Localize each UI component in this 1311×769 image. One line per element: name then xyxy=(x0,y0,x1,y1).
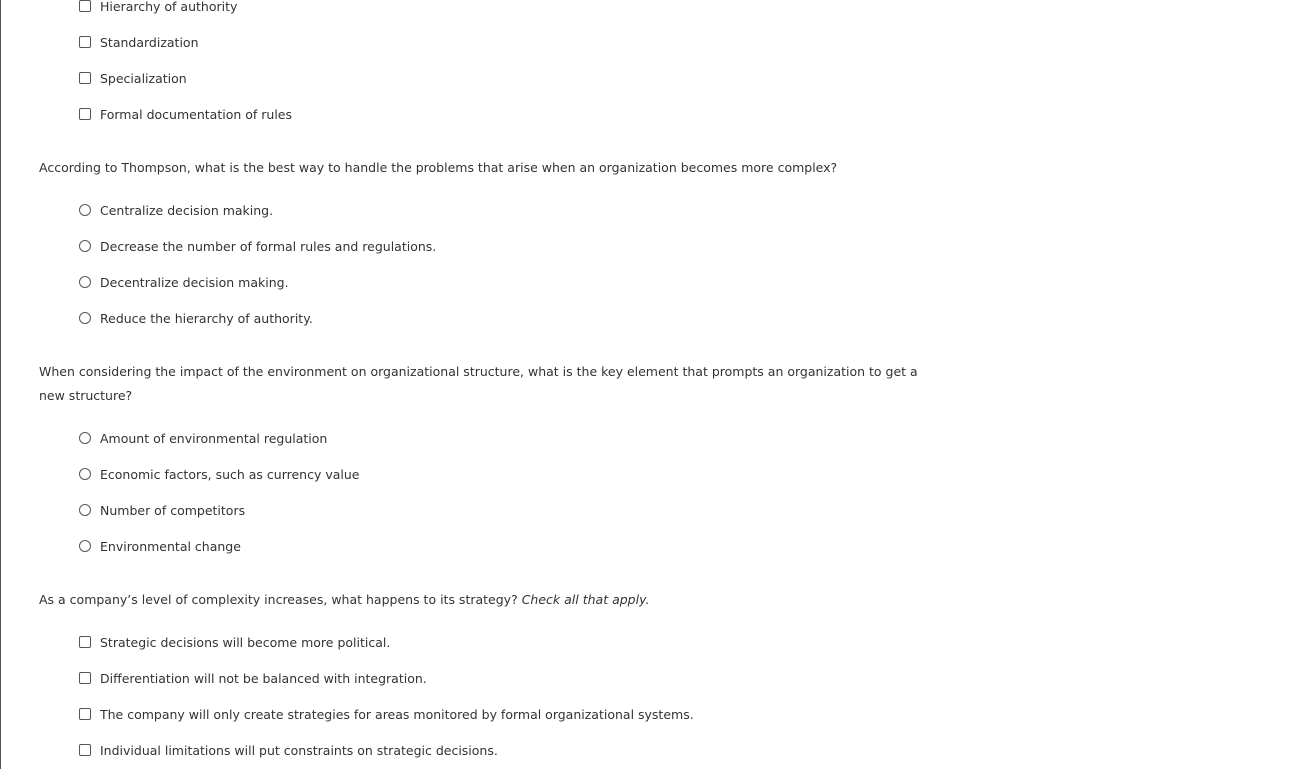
question-prompt xyxy=(39,588,939,612)
q2-option-reduce-hierarchy[interactable] xyxy=(79,308,313,328)
left-border xyxy=(0,0,1,769)
checkbox[interactable] xyxy=(79,636,91,648)
checkbox[interactable] xyxy=(79,744,91,756)
q3-option-environmental-change[interactable] xyxy=(79,536,241,556)
checkbox[interactable] xyxy=(79,108,91,120)
option-label: Environmental change xyxy=(100,538,241,554)
option-label: Strategic decisions will become more political. xyxy=(100,634,391,650)
question-text: As a company’s level of complexity increases, what happens to its strategy? xyxy=(39,592,518,607)
checkbox[interactable] xyxy=(79,708,91,720)
option-label: Amount of environmental regulation xyxy=(100,430,328,446)
q1-option-specialization[interactable] xyxy=(79,68,187,88)
q4-option-individual-limitations[interactable] xyxy=(79,740,498,760)
q1-option-formal-documentation[interactable] xyxy=(79,104,292,124)
radio-button[interactable] xyxy=(79,312,91,324)
q2-option-centralize[interactable] xyxy=(79,200,273,220)
q3-option-regulation[interactable] xyxy=(79,428,327,448)
option-label: Individual limitations will put constraints on strategic decisions. xyxy=(100,742,498,758)
option-label: Reduce the hierarchy of authority. xyxy=(100,310,313,326)
q1-option-standardization[interactable] xyxy=(79,32,199,52)
option-label: Centralize decision making. xyxy=(100,202,274,218)
radio-button[interactable] xyxy=(79,240,91,252)
option-label: The company will only create strategies for areas monitored by formal organizational systems. xyxy=(100,706,694,722)
option-label: Decentralize decision making. xyxy=(100,274,289,290)
question-prompt: According to Thompson, what is the best way to handle the problems that arise when an organization becomes more complex? xyxy=(39,160,838,175)
checkbox[interactable] xyxy=(79,672,91,684)
question-instruction: Check all that apply. xyxy=(521,592,650,607)
q4-option-political[interactable] xyxy=(79,632,390,652)
radio-button[interactable] xyxy=(79,540,91,552)
checkbox[interactable] xyxy=(79,36,91,48)
option-label: Standardization xyxy=(100,34,199,50)
q4-option-formal-systems[interactable] xyxy=(79,704,694,724)
option-label: Differentiation will not be balanced with integration. xyxy=(100,670,427,686)
option-label: Hierarchy of authority xyxy=(100,0,238,14)
radio-button[interactable] xyxy=(79,432,91,444)
option-label: Formal documentation of rules xyxy=(100,106,292,122)
question-prompt: When considering the impact of the environment on organizational structure, what is the key element that prompts an organization to get a new structure? xyxy=(39,364,918,403)
option-label: Specialization xyxy=(100,70,187,86)
q2-option-decrease-rules[interactable] xyxy=(79,236,436,256)
option-label: Economic factors, such as currency value xyxy=(100,466,360,482)
q1-option-hierarchy[interactable] xyxy=(79,0,237,16)
radio-button[interactable] xyxy=(79,276,91,288)
radio-button[interactable] xyxy=(79,468,91,480)
q4-option-differentiation[interactable] xyxy=(79,668,427,688)
checkbox[interactable] xyxy=(79,72,91,84)
radio-button[interactable] xyxy=(79,504,91,516)
q2-option-decentralize[interactable] xyxy=(79,272,289,292)
checkbox[interactable] xyxy=(79,0,91,12)
q3-option-competitors[interactable] xyxy=(79,500,245,520)
option-label: Decrease the number of formal rules and regulations. xyxy=(100,238,437,254)
q3-option-economic-factors[interactable] xyxy=(79,464,360,484)
radio-button[interactable] xyxy=(79,204,91,216)
option-label: Number of competitors xyxy=(100,502,246,518)
